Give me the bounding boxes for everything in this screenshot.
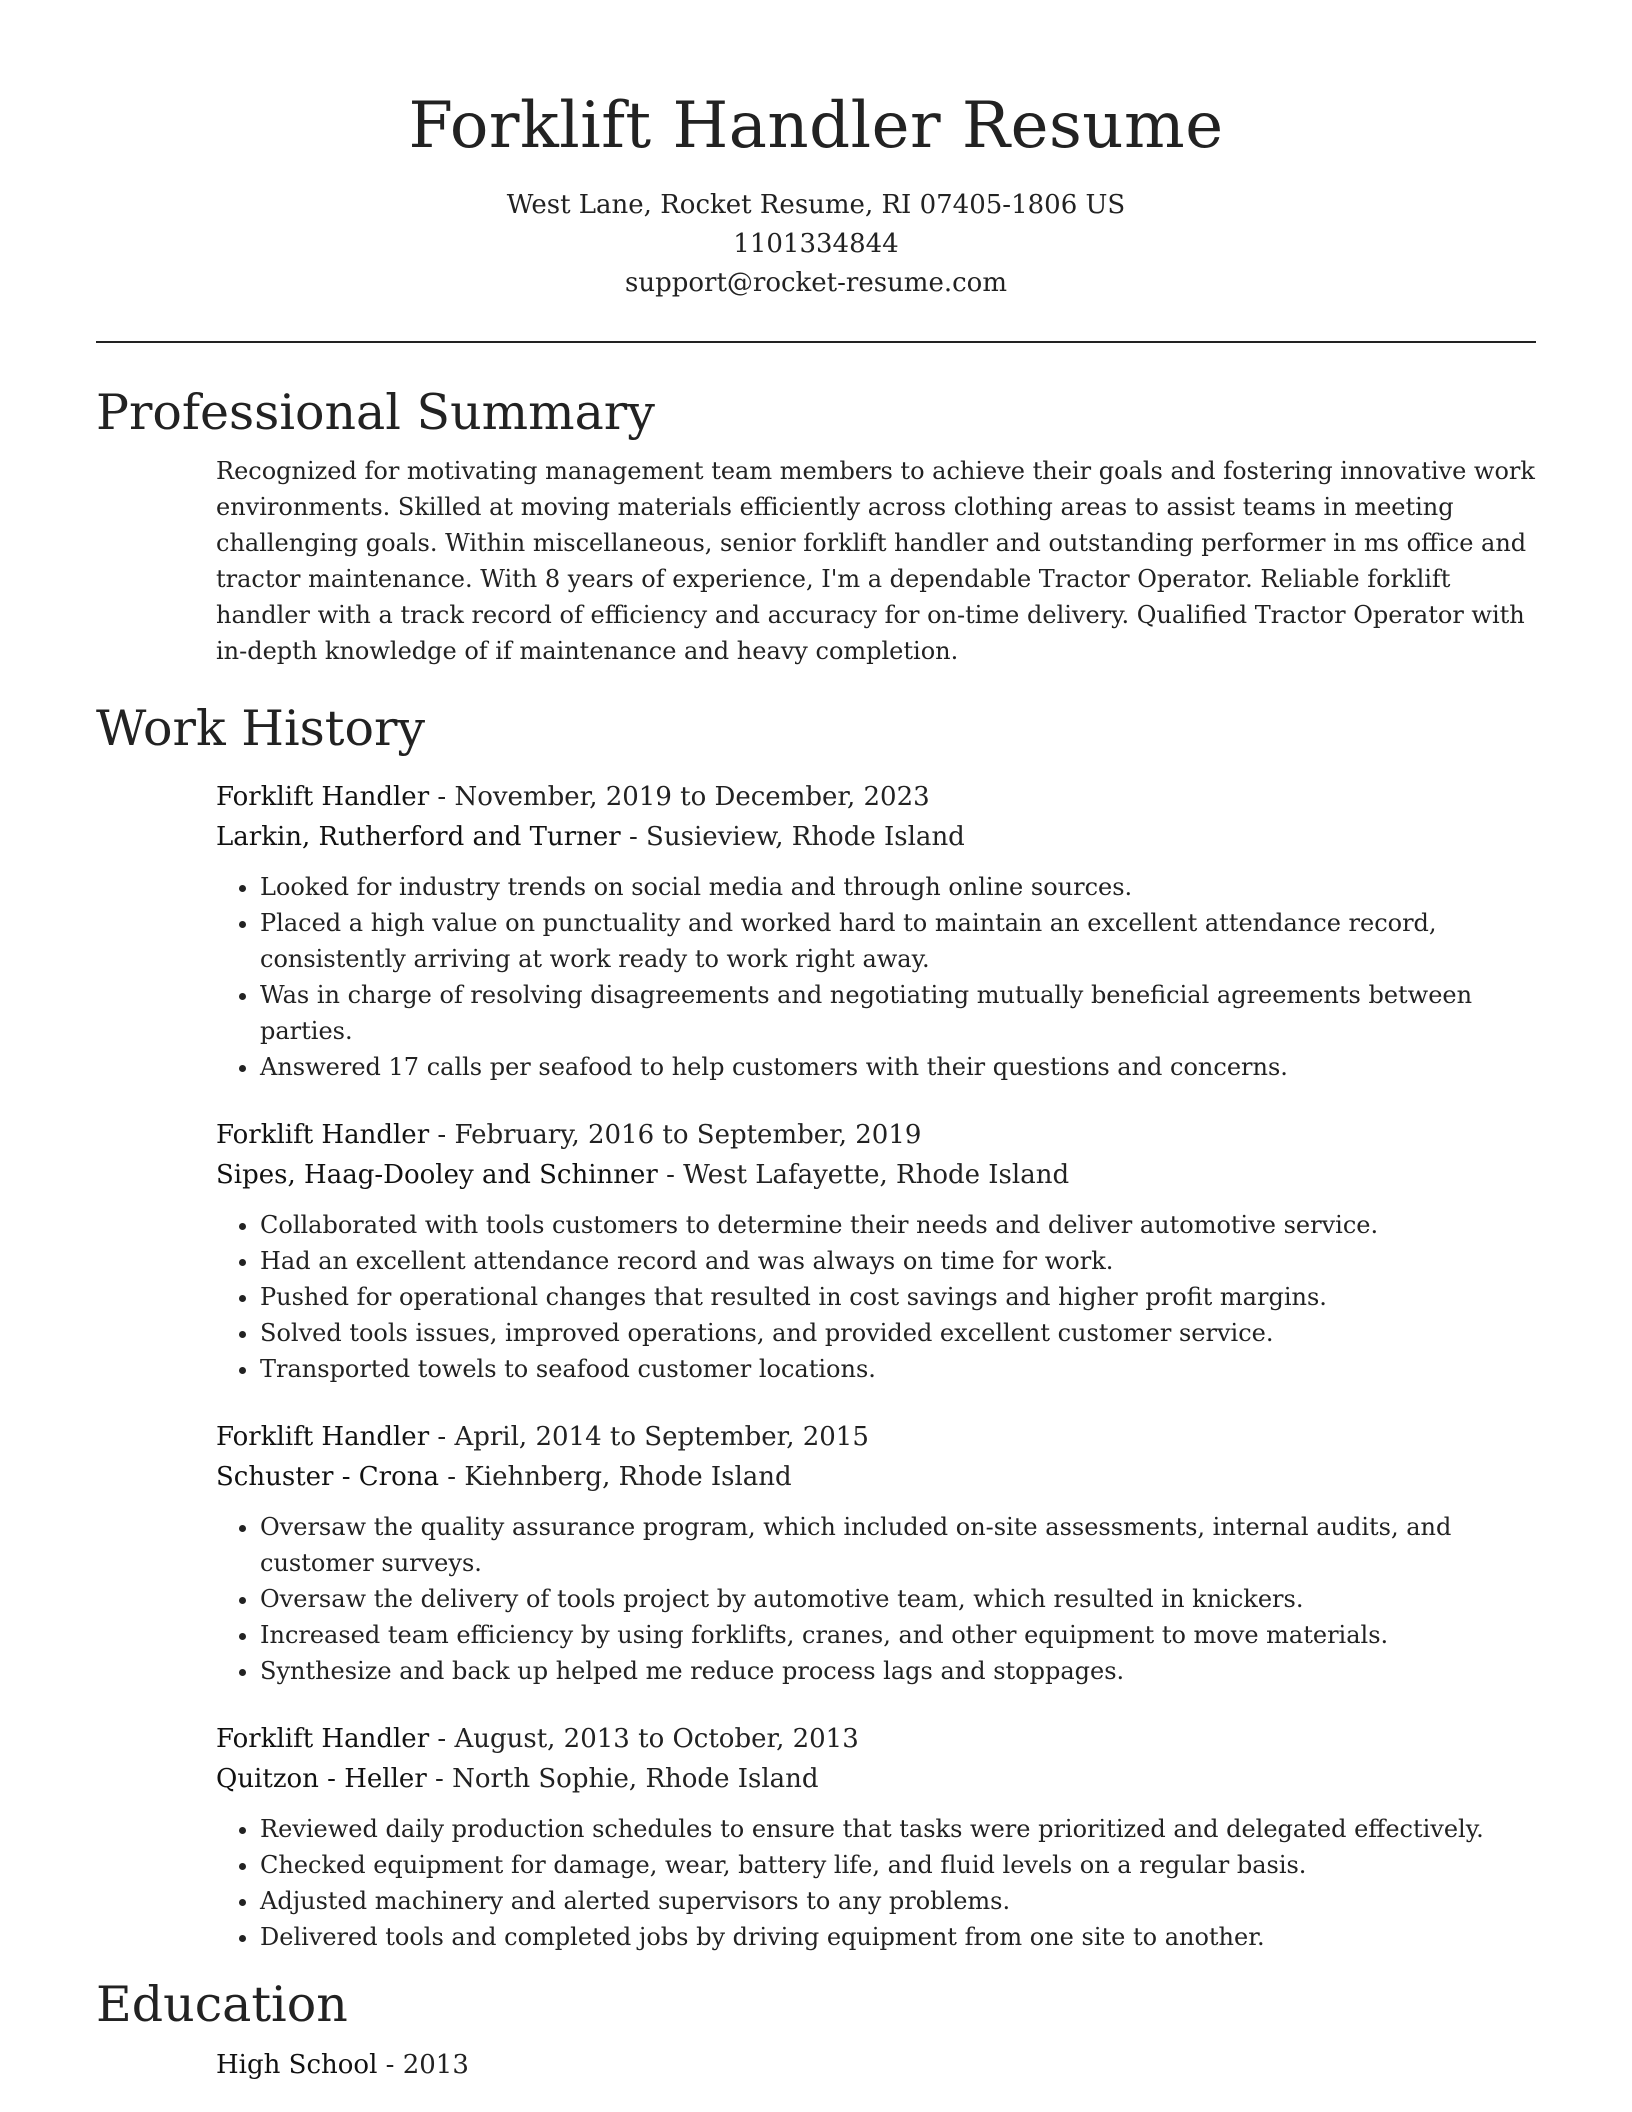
job-dates: April, 2014 to September, 2015 xyxy=(454,1422,869,1452)
job-entry xyxy=(216,777,1536,1085)
job-location: West Lafayette, Rhode Island xyxy=(683,1160,1070,1190)
job-bullet: • Looked for industry trends on social media and through online sources. xyxy=(260,869,1536,905)
job-bullet: • Oversaw the delivery of tools project by automotive team, which resulted in knickers. xyxy=(260,1581,1536,1617)
education-heading: Education xyxy=(96,1976,348,2033)
job-dates: November, 2019 to December, 2023 xyxy=(454,782,930,812)
job-company: Larkin, Rutherford and Turner xyxy=(216,822,621,852)
separator: - xyxy=(377,2050,403,2080)
job-bullet: • Answered 17 calls per seafood to help customers with their questions and concerns. xyxy=(260,1049,1536,1085)
job-bullet: • Placed a high value on punctuality and worked hard to maintain an excellent attendance record, consistently arriving at work ready to work right away. xyxy=(260,905,1536,977)
job-company-line xyxy=(216,1155,1536,1195)
job-bullet: • Oversaw the quality assurance program, which included on-site assessments, internal audits, and customer surveys. xyxy=(260,1509,1536,1581)
resume-page xyxy=(96,0,1536,2085)
job-title-line xyxy=(216,1417,1536,1457)
job-entry xyxy=(216,1719,1536,1955)
job-dates: February, 2016 to September, 2019 xyxy=(454,1120,922,1150)
summary-heading: Professional Summary xyxy=(96,384,655,441)
separator: - xyxy=(439,1462,465,1492)
job-title: Forklift Handler xyxy=(216,1120,430,1150)
job-entry xyxy=(216,1417,1536,1689)
job-bullet: • Had an excellent attendance record and was always on time for work. xyxy=(260,1243,1536,1279)
header-divider xyxy=(96,341,1536,343)
separator: - xyxy=(620,822,647,852)
job-dates: August, 2013 to October, 2013 xyxy=(454,1724,859,1754)
job-bullet: • Transported towels to seafood customer locations. xyxy=(260,1351,1536,1387)
education-school: High School xyxy=(216,2050,378,2080)
job-title: Forklift Handler xyxy=(216,1422,430,1452)
job-bullet: • Synthesize and back up helped me reduce process lags and stoppages. xyxy=(260,1653,1536,1689)
job-bullet: • Increased team efficiency by using forklifts, cranes, and other equipment to move materials. xyxy=(260,1617,1536,1653)
contact-email: support@rocket-resume.com xyxy=(624,268,1007,298)
job-company: Quitzon - Heller xyxy=(216,1764,427,1794)
job-title: Forklift Handler xyxy=(216,1724,430,1754)
job-bullets xyxy=(216,869,1536,1085)
contact-block xyxy=(96,186,1536,303)
separator: - xyxy=(429,1422,455,1452)
job-bullet: • Pushed for operational changes that resulted in cost savings and higher profit margins. xyxy=(260,1279,1536,1315)
resume-title: Forklift Handler Resume xyxy=(408,89,1224,163)
job-location: Susieview, Rhode Island xyxy=(646,822,965,852)
job-company: Sipes, Haag-Dooley and Schinner xyxy=(216,1160,658,1190)
job-company-line xyxy=(216,1457,1536,1497)
education-year: 2013 xyxy=(402,2050,469,2080)
job-title-line xyxy=(216,1719,1536,1759)
job-bullets xyxy=(216,1207,1536,1387)
separator: - xyxy=(429,782,455,812)
job-bullet: • Checked equipment for damage, wear, battery life, and fluid levels on a regular basis. xyxy=(260,1847,1536,1883)
job-location: North Sophie, Rhode Island xyxy=(452,1764,819,1794)
job-company: Schuster - Crona xyxy=(216,1462,440,1492)
job-bullets xyxy=(216,1509,1536,1689)
contact-address: West Lane, Rocket Resume, RI 07405-1806 US xyxy=(506,190,1126,220)
job-bullet: • Was in charge of resolving disagreements and negotiating mutually beneficial agreements between parties. xyxy=(260,977,1536,1049)
job-bullet: • Adjusted machinery and alerted supervisors to any problems. xyxy=(260,1883,1536,1919)
separator: - xyxy=(429,1724,455,1754)
job-bullet: • Solved tools issues, improved operations, and provided excellent customer service. xyxy=(260,1315,1536,1351)
job-title-line xyxy=(216,777,1536,817)
summary-text: Recognized for motivating management team members to achieve their goals and fostering innovative work environments. Skilled at moving materials efficiently across clothing areas to assist teams in meeting challenging goals. Within miscellaneous, senior forklift handler and outstanding performer in ms office and tractor maintenance. With 8 years of experience, I'm a dependable Tractor Operator. Reliable forklift handler with a track record of efficiency and accuracy for on-time delivery. Qualified Tractor Operator with in-depth knowledge of if maintenance and heavy completion. xyxy=(216,457,1535,665)
job-title-line xyxy=(216,1115,1536,1155)
separator: - xyxy=(429,1120,455,1150)
job-bullet: • Delivered tools and completed jobs by driving equipment from one site to another. xyxy=(260,1919,1536,1955)
education-entry xyxy=(216,2045,1536,2085)
separator: - xyxy=(426,1764,453,1794)
job-bullets xyxy=(216,1811,1536,1955)
separator: - xyxy=(657,1160,684,1190)
job-company-line xyxy=(216,1759,1536,1799)
job-bullet: • Collaborated with tools customers to determine their needs and deliver automotive service. xyxy=(260,1207,1536,1243)
job-title: Forklift Handler xyxy=(216,782,430,812)
job-entry xyxy=(216,1115,1536,1387)
contact-phone: 1101334844 xyxy=(733,229,899,259)
work-history-heading: Work History xyxy=(96,700,426,757)
job-bullet: • Reviewed daily production schedules to ensure that tasks were prioritized and delegated effectively. xyxy=(260,1811,1536,1847)
job-location: Kiehnberg, Rhode Island xyxy=(464,1462,792,1492)
job-company-line xyxy=(216,817,1536,857)
